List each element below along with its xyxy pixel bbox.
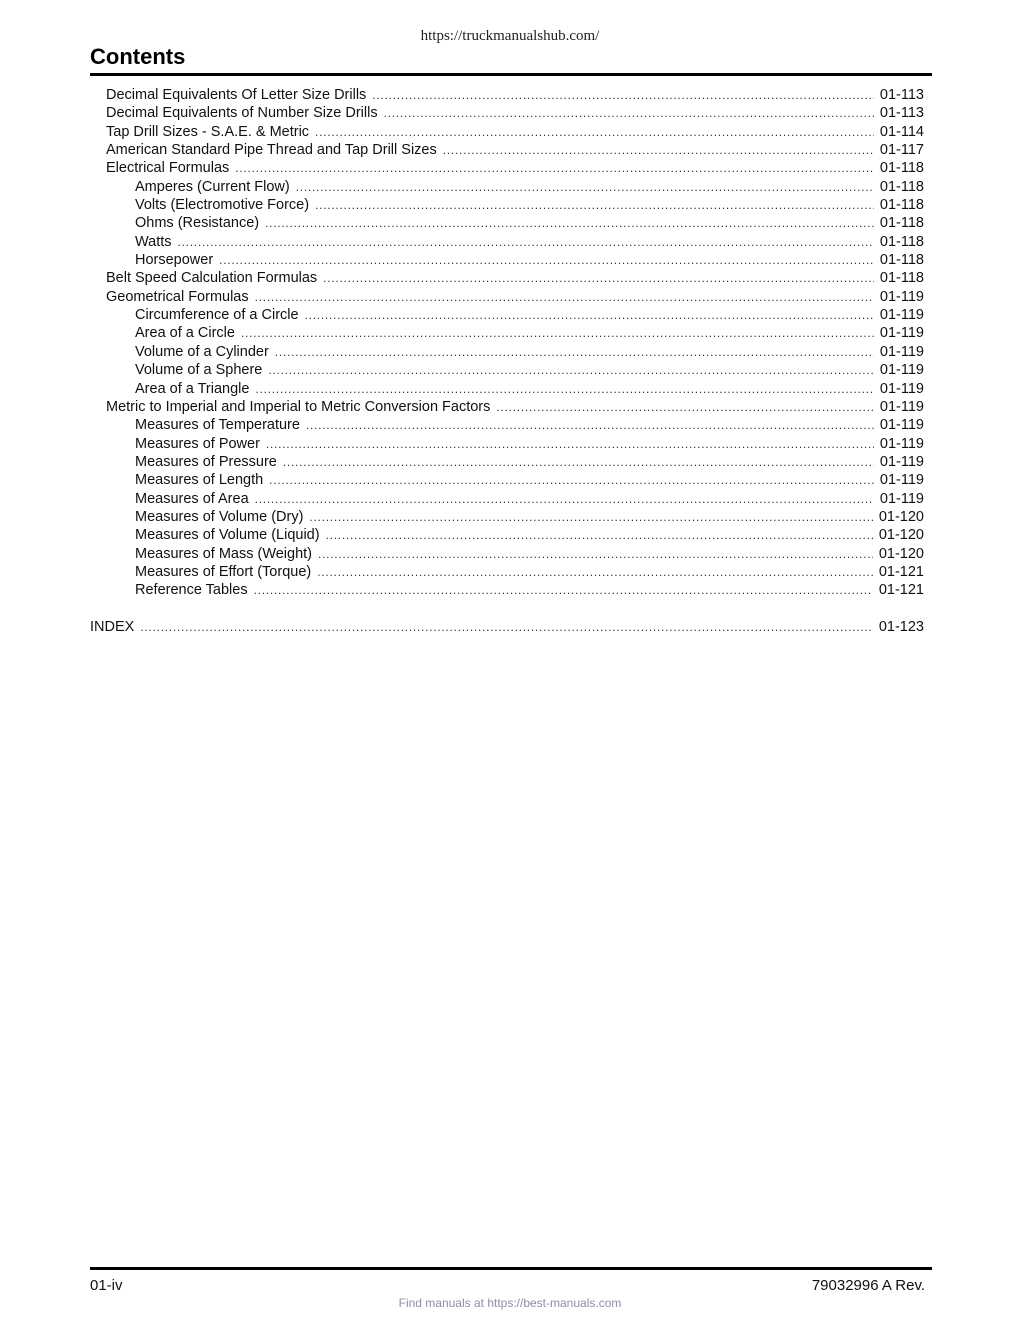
toc-entry-label: Volume of a Cylinder xyxy=(135,343,269,360)
toc-entry[interactable] xyxy=(90,398,924,416)
toc-dot-leader xyxy=(241,324,874,342)
toc-entry[interactable] xyxy=(90,343,924,361)
toc-entry-label: Decimal Equivalents Of Letter Size Drills xyxy=(106,87,367,103)
toc-entry[interactable] xyxy=(90,86,924,104)
toc-entry-label: Geometrical Formulas xyxy=(106,288,249,305)
toc-entry[interactable] xyxy=(90,490,924,508)
header-url[interactable]: https://truckmanualshub.com/ xyxy=(420,28,600,44)
toc-entry[interactable] xyxy=(90,306,924,324)
toc-dot-leader xyxy=(140,618,873,636)
toc-entry-label: Measures of Area xyxy=(135,490,249,507)
toc-dot-leader xyxy=(269,471,874,489)
toc-entry-page: 01-118 xyxy=(879,197,924,214)
footer-page-number: 01-iv xyxy=(90,1277,123,1294)
toc-entry-page: 01-119 xyxy=(879,343,924,360)
toc-entry[interactable] xyxy=(90,618,924,636)
toc-entry[interactable] xyxy=(90,288,924,306)
toc-entry-label: Measures of Effort (Torque) xyxy=(135,563,312,580)
toc-entry[interactable] xyxy=(90,214,924,232)
toc-entry[interactable] xyxy=(90,508,924,526)
toc-entry-page: 01-119 xyxy=(879,490,924,507)
toc-entry-page: 01-113 xyxy=(879,105,924,122)
toc-entry-label: Volts (Electromotive Force) xyxy=(135,197,310,214)
toc-entry[interactable] xyxy=(90,178,924,196)
toc-entry-label: Belt Speed Calculation Formulas xyxy=(106,270,318,287)
toc-entry-page: 01-119 xyxy=(879,435,924,452)
toc-entry-label: Area of a Circle xyxy=(135,325,235,342)
toc-entry-page: 01-118 xyxy=(879,215,924,232)
toc-entry-page: 01-118 xyxy=(879,270,924,287)
toc-entry[interactable] xyxy=(90,123,924,141)
toc-dot-leader xyxy=(255,288,874,306)
toc-entry-label: Watts xyxy=(135,233,172,250)
toc-entry[interactable] xyxy=(90,581,924,599)
toc-dot-leader xyxy=(306,416,874,434)
toc-entry-label: Horsepower xyxy=(135,252,214,269)
toc-dot-leader xyxy=(305,306,874,324)
toc-entry-label: Decimal Equivalents of Number Size Drills xyxy=(106,105,378,122)
toc-entry-page: 01-120 xyxy=(878,508,924,525)
toc-entry-page: 01-117 xyxy=(879,142,924,159)
title-divider xyxy=(90,73,932,76)
toc-entry-label: Area of a Triangle xyxy=(135,380,250,397)
toc-entry-page: 01-119 xyxy=(879,362,924,379)
toc-entry-page: 01-119 xyxy=(879,453,924,470)
toc-entry-page: 01-118 xyxy=(879,178,924,195)
toc-entry-label: Measures of Volume (Liquid) xyxy=(135,527,320,544)
toc-entry[interactable] xyxy=(90,526,924,544)
toc-entry[interactable] xyxy=(90,416,924,434)
toc-entry-label: Volume of a Sphere xyxy=(135,362,263,379)
toc-dot-leader xyxy=(372,86,874,104)
toc-dot-leader xyxy=(315,123,874,141)
toc-entry-page: 01-119 xyxy=(879,380,924,397)
toc-dot-leader xyxy=(235,159,874,177)
toc-entry[interactable] xyxy=(90,471,924,489)
toc-dot-leader xyxy=(255,490,874,508)
toc-dot-leader xyxy=(309,508,872,526)
toc-dot-leader xyxy=(315,196,874,214)
toc-entry-label: Amperes (Current Flow) xyxy=(135,178,290,195)
toc-dot-leader xyxy=(178,233,874,251)
toc-entry-page: 01-119 xyxy=(879,325,924,342)
footer-manuals-link[interactable]: Find manuals at https://best-manuals.com xyxy=(398,1296,622,1310)
toc-dot-leader xyxy=(255,380,873,398)
toc-entry[interactable] xyxy=(90,380,924,398)
toc-dot-leader xyxy=(323,269,874,287)
toc-entry-page: 01-118 xyxy=(879,252,924,269)
toc-entry-label: INDEX xyxy=(90,618,135,635)
toc-dot-leader xyxy=(275,343,874,361)
toc-dot-leader xyxy=(219,251,874,269)
toc-entry[interactable] xyxy=(90,435,924,453)
toc-entry[interactable] xyxy=(90,104,924,122)
toc-entry-page: 01-123 xyxy=(878,618,924,635)
toc-entry-page: 01-118 xyxy=(879,233,924,250)
toc-entry-page: 01-121 xyxy=(878,582,924,599)
toc-entry-page: 01-113 xyxy=(879,87,924,103)
toc-entry[interactable] xyxy=(90,453,924,471)
toc-dot-leader xyxy=(326,526,873,544)
toc-entry-label: Measures of Pressure xyxy=(135,453,277,470)
toc-entry[interactable] xyxy=(90,324,924,342)
toc-dot-leader xyxy=(318,545,873,563)
toc-dot-leader xyxy=(384,104,874,122)
toc-entry-label: Measures of Length xyxy=(135,472,264,489)
toc-entry[interactable] xyxy=(90,545,924,563)
toc-entry[interactable] xyxy=(90,196,924,214)
table-of-contents xyxy=(90,86,924,636)
toc-entry[interactable] xyxy=(90,563,924,581)
toc-entry-page: 01-120 xyxy=(878,545,924,562)
toc-entry-label: Metric to Imperial and Imperial to Metric Conversion Factors xyxy=(106,398,491,415)
toc-dot-leader xyxy=(296,178,874,196)
toc-entry[interactable] xyxy=(90,159,924,177)
toc-entry-page: 01-120 xyxy=(878,527,924,544)
toc-entry-page: 01-114 xyxy=(879,123,924,140)
toc-dot-leader xyxy=(266,435,874,453)
toc-entry[interactable] xyxy=(90,233,924,251)
toc-entry-page: 01-121 xyxy=(878,563,924,580)
toc-dot-leader xyxy=(254,581,873,599)
toc-entry-label: Measures of Power xyxy=(135,435,260,452)
toc-entry-page: 01-119 xyxy=(879,307,924,324)
toc-entry-page: 01-119 xyxy=(879,472,924,489)
toc-entry-label: Measures of Volume (Dry) xyxy=(135,508,304,525)
toc-entry-label: Reference Tables xyxy=(135,582,248,599)
toc-entry-page: 01-119 xyxy=(879,417,924,434)
toc-dot-leader xyxy=(496,398,874,416)
toc-entry[interactable] xyxy=(90,269,924,287)
footer-doc-number: 79032996 A Rev. xyxy=(811,1277,925,1294)
page-title: Contents xyxy=(90,44,186,69)
footer-divider xyxy=(90,1267,932,1270)
toc-entry-label: Measures of Mass (Weight) xyxy=(135,545,313,562)
toc-entry-label: Measures of Temperature xyxy=(135,417,300,434)
toc-dot-leader xyxy=(265,214,874,232)
toc-dot-leader xyxy=(283,453,874,471)
toc-entry[interactable] xyxy=(90,141,924,159)
toc-entry-label: Ohms (Resistance) xyxy=(135,215,260,232)
toc-entry[interactable] xyxy=(90,361,924,379)
toc-entry-page: 01-119 xyxy=(879,288,924,305)
toc-entry-label: Tap Drill Sizes - S.A.E. & Metric xyxy=(106,123,310,140)
toc-entry-page: 01-118 xyxy=(879,160,924,177)
toc-entry[interactable] xyxy=(90,251,924,269)
toc-dot-leader xyxy=(268,361,874,379)
toc-dot-leader xyxy=(443,141,874,159)
toc-entry-label: American Standard Pipe Thread and Tap Drill Sizes xyxy=(106,142,437,159)
toc-entry-label: Electrical Formulas xyxy=(106,160,230,177)
toc-entry-page: 01-119 xyxy=(879,398,924,415)
toc-dot-leader xyxy=(317,563,873,581)
toc-entry-label: Circumference of a Circle xyxy=(135,307,299,324)
